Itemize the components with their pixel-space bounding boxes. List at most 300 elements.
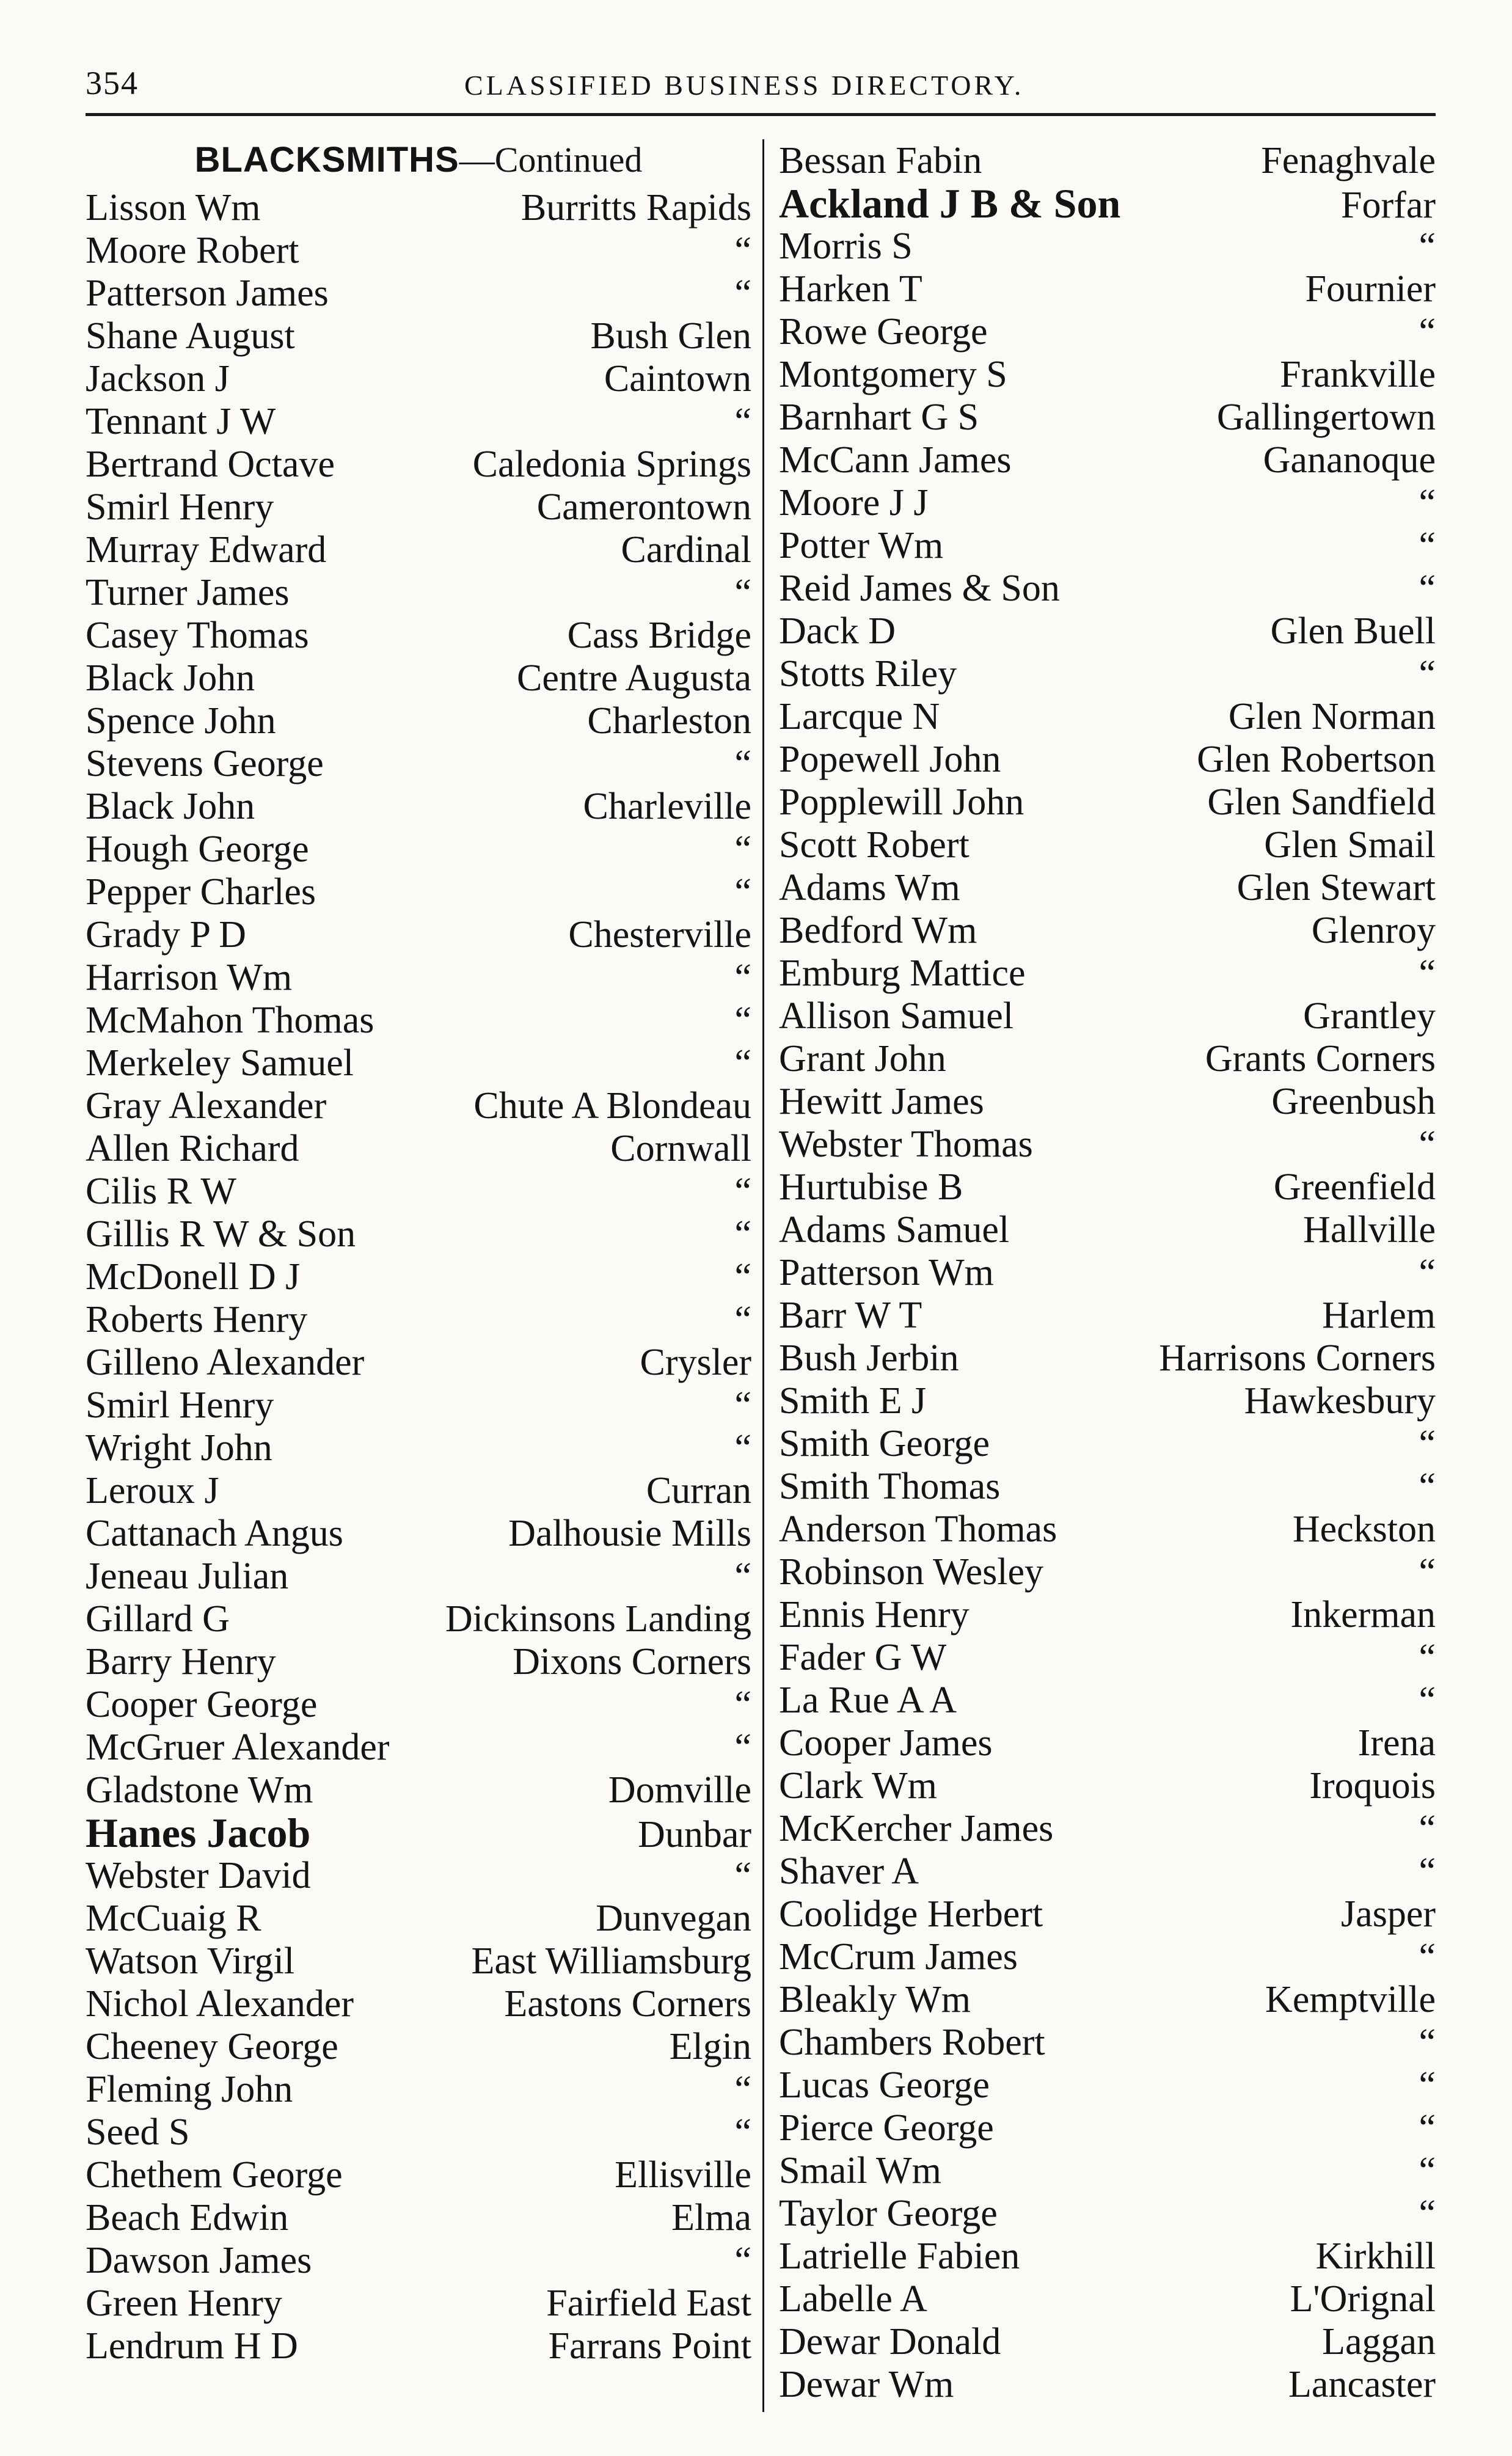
entry-name: Moore J J <box>779 482 929 524</box>
entry-place: “ <box>1419 1936 1436 1978</box>
entry-name: Jackson J <box>86 358 230 400</box>
entry-name: Emburg Mattice <box>779 952 1026 994</box>
entry-place: Laggan <box>1322 2321 1436 2363</box>
entry-name: Anderson Thomas <box>779 1508 1057 1550</box>
directory-entry <box>86 1127 751 1170</box>
entry-name: Lisson Wm <box>86 187 261 228</box>
entry-name: Bertrand Octave <box>86 444 335 485</box>
entry-name: Reid James & Son <box>779 568 1060 609</box>
directory-entry <box>779 2064 1436 2107</box>
entry-name: Chambers Robert <box>779 2022 1045 2063</box>
entry-place: “ <box>1419 1252 1436 1293</box>
directory-entry <box>86 272 751 315</box>
entry-name: Patterson James <box>86 272 329 314</box>
left-entries <box>86 186 751 2367</box>
directory-entry <box>86 2111 751 2154</box>
entry-name: La Rue A A <box>779 1679 957 1721</box>
entry-name: Gillis R W & Son <box>86 1213 356 1255</box>
directory-entry <box>86 1683 751 1726</box>
entry-name: Barry Henry <box>86 1641 276 1683</box>
directory-entry <box>86 956 751 999</box>
directory-entry <box>86 1255 751 1298</box>
entry-name: Adams Wm <box>779 867 960 908</box>
entry-name: Hough George <box>86 828 309 870</box>
entry-place: Hallville <box>1303 1209 1436 1251</box>
entry-place: “ <box>1419 311 1436 353</box>
entry-name: Cooper James <box>779 1722 993 1764</box>
entry-name: Cheeney George <box>86 2026 338 2067</box>
directory-entry <box>779 1722 1436 1764</box>
entry-name: Webster Thomas <box>779 1124 1033 1165</box>
entry-name: Pepper Charles <box>86 871 316 913</box>
entry-name: Adams Samuel <box>779 1209 1010 1251</box>
directory-entry <box>86 1854 751 1897</box>
directory-entry <box>86 443 751 486</box>
entry-place: “ <box>1419 1466 1436 1507</box>
entry-place: L'Orignal <box>1290 2278 1436 2320</box>
directory-entry <box>779 139 1436 182</box>
entry-place: Elgin <box>669 2026 751 2067</box>
directory-entry <box>86 2325 751 2367</box>
entry-name: Wright John <box>86 1427 272 1469</box>
directory-entry <box>779 1294 1436 1337</box>
directory-entry <box>779 1935 1436 1978</box>
section-heading-continued: —Continued <box>459 140 643 180</box>
entry-place: “ <box>1419 952 1436 994</box>
entry-place: “ <box>1419 225 1436 267</box>
entry-name: Stotts Riley <box>779 653 957 695</box>
entry-name: Smith Thomas <box>779 1466 1001 1507</box>
entry-place: “ <box>734 1042 751 1084</box>
directory-entry <box>779 1551 1436 1593</box>
directory-entry <box>86 400 751 443</box>
directory-entry <box>779 1593 1436 1636</box>
directory-entry <box>86 913 751 956</box>
entry-name: Gillard G <box>86 1598 230 1640</box>
entry-place: Eastons Corners <box>504 1983 751 2025</box>
entry-name: Coolidge Herbert <box>779 1893 1043 1935</box>
directory-entry <box>779 225 1436 268</box>
directory-entry <box>779 1636 1436 1679</box>
directory-entry <box>86 700 751 742</box>
directory-entry <box>86 614 751 657</box>
entry-place: “ <box>734 1427 751 1469</box>
entry-name: McCrum James <box>779 1936 1018 1978</box>
page-number: 354 <box>86 65 139 101</box>
entry-name: Smirl Henry <box>86 486 274 528</box>
entry-place: Camerontown <box>536 486 751 528</box>
directory-entry <box>779 1465 1436 1508</box>
entry-place: “ <box>1419 1808 1436 1849</box>
directory-entry <box>779 182 1436 225</box>
entry-name: Leroux J <box>86 1470 219 1511</box>
directory-entry <box>779 2021 1436 2064</box>
entry-place: “ <box>734 2240 751 2281</box>
entry-name: McGruer Alexander <box>86 1727 390 1768</box>
directory-entry <box>86 2239 751 2282</box>
entry-place: “ <box>1419 1851 1436 1892</box>
directory-entry <box>86 828 751 871</box>
header-rule <box>86 113 1436 116</box>
entry-place: Charleston <box>587 700 751 742</box>
entry-place: Kirkhill <box>1315 2235 1436 2277</box>
directory-entry <box>86 229 751 272</box>
entry-name: Webster David <box>86 1855 311 1896</box>
entry-name: Moore Robert <box>86 230 299 271</box>
entry-place: “ <box>734 230 751 271</box>
entry-place: “ <box>734 828 751 870</box>
entry-name: Bleakly Wm <box>779 1979 971 2020</box>
entry-place: Caledonia Springs <box>472 444 751 485</box>
entry-name: Spence John <box>86 700 276 742</box>
directory-entry <box>779 1422 1436 1465</box>
entry-place: Burritts Rapids <box>520 187 751 228</box>
directory-entry <box>86 742 751 785</box>
entry-name: Rowe George <box>779 311 988 353</box>
entry-place: “ <box>734 1000 751 1041</box>
entry-place: Domville <box>608 1769 751 1811</box>
entry-name: Hanes Jacob <box>86 1811 311 1854</box>
entry-name: Casey Thomas <box>86 615 309 656</box>
entry-name: Ennis Henry <box>779 1594 970 1636</box>
directory-entry <box>86 1084 751 1127</box>
entry-place: Forfar <box>1341 185 1436 226</box>
directory-entry <box>86 486 751 528</box>
directory-entry <box>779 268 1436 310</box>
entry-place: Glen Norman <box>1228 696 1436 737</box>
entry-name: Lucas George <box>779 2064 990 2106</box>
directory-entry <box>779 652 1436 695</box>
entry-place: “ <box>734 1213 751 1255</box>
entry-place: Dunvegan <box>596 1898 751 1939</box>
entry-name: McDonell D J <box>86 1256 301 1298</box>
entry-place: Crysler <box>640 1342 751 1383</box>
directory-entry <box>86 1213 751 1255</box>
entry-place: Grantley <box>1303 995 1436 1037</box>
entry-place: Gallingertown <box>1216 397 1436 438</box>
entry-name: Potter Wm <box>779 525 944 566</box>
directory-entry <box>779 353 1436 396</box>
entry-place: “ <box>734 2111 751 2153</box>
entry-name: Gray Alexander <box>86 1085 327 1127</box>
directory-entry <box>86 1983 751 2025</box>
entry-name: Allison Samuel <box>779 995 1014 1037</box>
entry-place: “ <box>734 1727 751 1768</box>
directory-entry <box>779 2192 1436 2235</box>
entry-name: Stevens George <box>86 743 324 784</box>
entry-name: Barr W T <box>779 1295 922 1336</box>
entry-name: Patterson Wm <box>779 1252 994 1293</box>
entry-place: Farrans Point <box>548 2325 751 2367</box>
directory-entry <box>779 1337 1436 1380</box>
entry-place: Glenroy <box>1311 910 1436 951</box>
entry-place: Centre Augusta <box>517 657 751 699</box>
entry-name: Barnhart G S <box>779 397 979 438</box>
column-divider <box>762 139 764 2412</box>
directory-entry <box>779 396 1436 439</box>
directory-entry <box>86 1640 751 1683</box>
entry-place: “ <box>1419 2150 1436 2191</box>
directory-entry <box>86 2154 751 2196</box>
entry-name: Seed S <box>86 2111 190 2153</box>
entry-name: Larcque N <box>779 696 940 737</box>
directory-entry <box>779 1380 1436 1422</box>
entry-place: “ <box>1419 1551 1436 1593</box>
entry-place: “ <box>734 401 751 442</box>
directory-entry <box>779 2363 1436 2406</box>
directory-entry <box>779 1893 1436 1935</box>
entry-place: Dickinsons Landing <box>445 1598 751 1640</box>
entry-name: Fader G W <box>779 1637 947 1678</box>
entry-name: Shane August <box>86 315 295 357</box>
section-heading <box>86 139 751 183</box>
entry-name: Harrison Wm <box>86 957 293 998</box>
entry-place: “ <box>734 957 751 998</box>
entry-place: “ <box>1419 568 1436 609</box>
entry-name: Grady P D <box>86 914 246 956</box>
directory-entry <box>779 781 1436 824</box>
entry-name: Shaver A <box>779 1851 919 1892</box>
entry-name: Scott Robert <box>779 824 970 866</box>
entry-place: Cardinal <box>621 529 751 571</box>
entry-place: “ <box>1419 2107 1436 2149</box>
entry-place: Hawkesbury <box>1244 1380 1436 1422</box>
directory-entry <box>86 1555 751 1598</box>
directory-entry <box>86 1811 751 1854</box>
entry-name: Montgomery S <box>779 354 1007 395</box>
entry-name: Labelle A <box>779 2278 927 2320</box>
directory-entry <box>86 1341 751 1384</box>
directory-entry <box>86 357 751 400</box>
directory-entry <box>779 2320 1436 2363</box>
entry-name: Cilis R W <box>86 1171 236 1212</box>
entry-place: Jasper <box>1341 1893 1436 1935</box>
directory-entry <box>779 1850 1436 1893</box>
entry-name: Tennant J W <box>86 401 276 442</box>
entry-place: Harrisons Corners <box>1159 1337 1436 1379</box>
entry-place: “ <box>734 1684 751 1725</box>
entry-place: “ <box>1419 1124 1436 1165</box>
entry-place: “ <box>1419 1637 1436 1678</box>
directory-entry <box>779 1251 1436 1294</box>
directory-entry <box>779 824 1436 866</box>
directory-entry <box>779 310 1436 353</box>
entry-place: “ <box>1419 653 1436 695</box>
entry-name: Popplewill John <box>779 781 1024 823</box>
entry-place: “ <box>734 1384 751 1426</box>
entry-place: East Williamsburg <box>471 1940 751 1982</box>
directory-entry <box>86 1897 751 1940</box>
page-header <box>86 58 1436 116</box>
entry-name: Black John <box>86 657 255 699</box>
directory-entry <box>779 952 1436 995</box>
entry-name: Gladstone Wm <box>86 1769 313 1811</box>
entry-name: Ackland J B & Son <box>779 182 1121 225</box>
entry-place: Glen Robertson <box>1197 739 1436 780</box>
entry-place: Caintown <box>604 358 751 400</box>
entry-place: “ <box>734 2069 751 2110</box>
entry-name: Grant John <box>779 1038 946 1080</box>
entry-place: “ <box>734 1555 751 1597</box>
entry-place: “ <box>734 272 751 314</box>
directory-entry <box>86 785 751 828</box>
directory-entry <box>86 871 751 913</box>
entry-place: “ <box>734 572 751 613</box>
entry-place: Cornwall <box>610 1128 751 1169</box>
entry-place: Fournier <box>1305 268 1436 310</box>
directory-entry <box>86 999 751 1042</box>
entry-name: Morris S <box>779 225 913 267</box>
directory-entry <box>86 315 751 357</box>
directory-entry <box>779 909 1436 952</box>
directory-entry <box>86 657 751 700</box>
directory-entry <box>779 610 1436 652</box>
directory-entry <box>779 2278 1436 2320</box>
entry-name: Nichol Alexander <box>86 1983 354 2025</box>
directory-entry <box>86 1170 751 1213</box>
entry-place: Chute A Blondeau <box>473 1085 751 1127</box>
entry-name: Green Henry <box>86 2282 282 2324</box>
entry-name: Bedford Wm <box>779 910 977 951</box>
entry-place: Chesterville <box>568 914 751 956</box>
entry-place: Greenbush <box>1271 1081 1436 1122</box>
entry-name: Harken T <box>779 268 922 310</box>
entry-name: McMahon Thomas <box>86 1000 374 1041</box>
directory-entry <box>779 2107 1436 2149</box>
directory-entry <box>779 1978 1436 2021</box>
directory-entry <box>86 2196 751 2239</box>
directory-entry <box>86 1427 751 1469</box>
directory-entry <box>86 528 751 571</box>
entry-name: Bessan Fabin <box>779 140 982 181</box>
directory-entry <box>779 567 1436 610</box>
directory-entry <box>779 439 1436 481</box>
directory-entry <box>86 2068 751 2111</box>
entry-name: Dawson James <box>86 2240 312 2281</box>
entry-name: Robinson Wesley <box>779 1551 1044 1593</box>
directory-entry <box>779 695 1436 738</box>
directory-entry <box>86 1598 751 1640</box>
entry-name: Popewell John <box>779 739 1001 780</box>
directory-entry <box>86 1726 751 1769</box>
entry-name: Dewar Donald <box>779 2321 1001 2363</box>
entry-name: McCuaig R <box>86 1898 261 1939</box>
directory-entry <box>779 1764 1436 1807</box>
entry-place: Charleville <box>583 786 751 827</box>
entry-place: Elma <box>671 2197 751 2239</box>
entry-place: Glen Sandfield <box>1207 781 1436 823</box>
section-heading-title: BLACKSMITHS <box>194 140 459 180</box>
directory-entry <box>779 1807 1436 1850</box>
entry-place: Grants Corners <box>1205 1038 1436 1080</box>
entry-name: Latrielle Fabien <box>779 2235 1020 2277</box>
directory-entry <box>86 2282 751 2325</box>
directory-entry <box>779 1123 1436 1166</box>
directory-entry <box>779 1208 1436 1251</box>
entry-place: “ <box>1419 2064 1436 2106</box>
entry-name: Smirl Henry <box>86 1384 274 1426</box>
entry-place: Bush Glen <box>590 315 751 357</box>
directory-entry <box>86 571 751 614</box>
entry-place: Dunbar <box>638 1814 751 1855</box>
directory-entry <box>779 2235 1436 2278</box>
entry-place: Glen Smail <box>1264 824 1436 866</box>
directory-entry <box>86 2025 751 2068</box>
directory-entry <box>86 1769 751 1811</box>
entry-place: Frankville <box>1280 354 1436 395</box>
directory-entry <box>86 1512 751 1555</box>
entry-name: Cooper George <box>86 1684 318 1725</box>
entry-place: Dixons Corners <box>513 1641 751 1683</box>
entry-place: Dalhousie Mills <box>508 1513 751 1554</box>
directory-entry <box>779 995 1436 1037</box>
entry-name: Roberts Henry <box>86 1299 308 1340</box>
entry-place: “ <box>734 1855 751 1896</box>
entry-name: Allen Richard <box>86 1128 299 1169</box>
entry-name: Turner James <box>86 572 290 613</box>
entry-place: Irena <box>1357 1722 1436 1764</box>
entry-name: Dewar Wm <box>779 2364 954 2405</box>
directory-entry <box>86 1384 751 1427</box>
entry-place: Harlem <box>1322 1295 1436 1336</box>
entry-place: Iroquois <box>1309 1765 1436 1807</box>
entry-place: Inkerman <box>1290 1594 1436 1636</box>
entry-name: Clark Wm <box>779 1765 937 1807</box>
entry-place: Fairfield East <box>546 2282 751 2324</box>
directory-entry <box>779 866 1436 909</box>
entry-name: Jeneau Julian <box>86 1555 289 1597</box>
running-title: CLASSIFIED BUSINESS DIRECTORY. <box>464 70 1024 101</box>
entry-place: Kemptville <box>1265 1979 1436 2020</box>
entry-name: Gilleno Alexander <box>86 1342 365 1383</box>
entry-place: “ <box>1419 1423 1436 1464</box>
entry-place: “ <box>1419 1679 1436 1721</box>
directory-entry <box>779 524 1436 567</box>
entry-place: “ <box>734 1171 751 1212</box>
entry-name: Smail Wm <box>779 2150 941 2191</box>
directory-entry <box>779 2149 1436 2192</box>
entry-name: Fleming John <box>86 2069 293 2110</box>
entry-place: Ellisville <box>615 2154 751 2196</box>
entry-place: “ <box>734 1256 751 1298</box>
entry-place: “ <box>1419 2022 1436 2063</box>
entry-name: Chethem George <box>86 2154 343 2196</box>
entry-place: “ <box>734 743 751 784</box>
entry-place: “ <box>1419 482 1436 524</box>
entry-name: McCann James <box>779 439 1012 481</box>
entry-name: Smith George <box>779 1423 990 1464</box>
entry-place: “ <box>734 1299 751 1340</box>
directory-entry <box>86 1298 751 1341</box>
entry-place: Greenfield <box>1273 1166 1436 1208</box>
entry-name: Hurtubise B <box>779 1166 963 1208</box>
entry-name: Dack D <box>779 610 896 652</box>
directory-entry <box>779 481 1436 524</box>
entry-name: Merkeley Samuel <box>86 1042 354 1084</box>
directory-entry <box>86 1940 751 1983</box>
entry-place: Cass Bridge <box>567 615 751 656</box>
entry-name: Lendrum H D <box>86 2325 298 2367</box>
directory-entry <box>779 1080 1436 1123</box>
entry-name: Pierce George <box>779 2107 994 2149</box>
entry-name: Bush Jerbin <box>779 1337 959 1379</box>
directory-entry <box>779 1679 1436 1722</box>
directory-entry <box>86 1469 751 1512</box>
entry-name: Black John <box>86 786 255 827</box>
entry-place: Glen Stewart <box>1236 867 1436 908</box>
entry-place: Fenaghvale <box>1261 140 1436 181</box>
entry-place: “ <box>1419 2193 1436 2234</box>
